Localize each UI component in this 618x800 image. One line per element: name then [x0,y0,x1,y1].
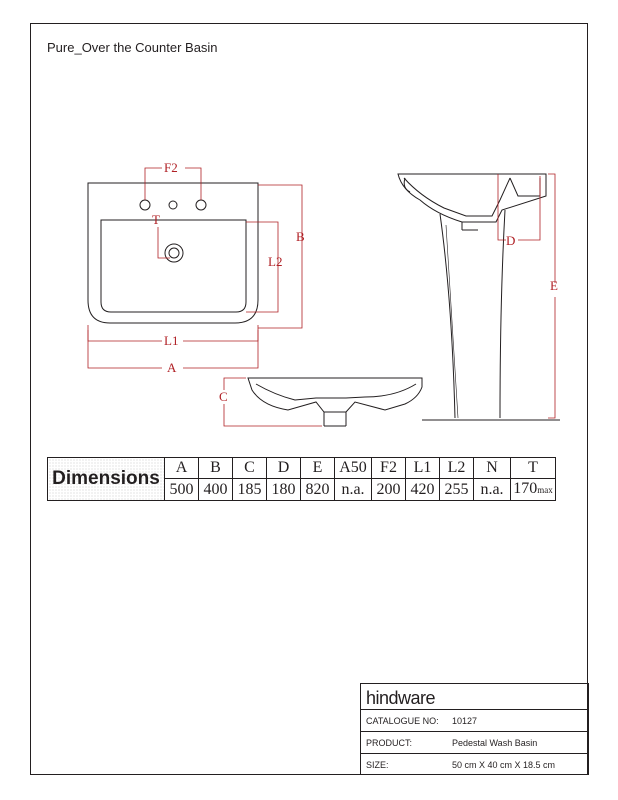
size-label: SIZE: [366,760,389,770]
header-b: B [199,458,233,479]
label-d: D [506,233,516,248]
basin-section-outer [248,378,422,412]
header-l2: L2 [440,458,474,479]
label-f2: F2 [164,160,178,175]
basin-outline-top [88,183,258,323]
value-t [511,479,556,501]
value-a50: n.a. [335,479,372,501]
tap-hole-center [169,201,177,209]
size-row [360,753,589,775]
value-e: 820 [301,479,335,501]
value-t-number: 170 [513,480,538,497]
basin-side-inner [404,178,510,216]
basin-section-inner [256,384,416,400]
basin-side-outer [398,174,546,222]
bowl-outline-top [101,220,246,312]
tap-hole-left [140,200,150,210]
dimensions-header-row [48,458,556,479]
product-label: PRODUCT: [366,738,413,748]
side-view [398,174,546,418]
side-view-dimensions [498,174,555,418]
value-l2: 255 [440,479,474,501]
front-view-dimensions [224,378,322,426]
label-l1: L1 [164,333,179,348]
drain-outer [165,244,183,262]
value-c: 185 [233,479,267,501]
value-a: 500 [165,479,199,501]
header-a50: A50 [335,458,372,479]
header-e: E [301,458,335,479]
value-t-suffix: max [537,485,553,495]
dimensions-heading: Dimensions [48,458,165,501]
brand-logo: hindware [366,688,436,708]
label-a: A [167,360,177,375]
value-n: n.a. [474,479,511,501]
value-d: 180 [267,479,301,501]
top-view [88,183,258,323]
label-t: T [152,212,160,227]
value-f2: 200 [372,479,406,501]
label-b: B [296,229,305,244]
value-b: 400 [199,479,233,501]
label-e: E [550,278,558,293]
product-row [360,731,589,753]
page-title: Pure_Over the Counter Basin [47,40,218,55]
drain-inner [169,248,179,258]
pedestal-back [500,210,505,418]
dimensions-table [47,457,556,501]
header-d: D [267,458,301,479]
catalogue-row [360,709,589,731]
catalogue-value: 10127 [452,716,478,726]
front-view [248,378,560,426]
header-a: A [165,458,199,479]
tap-hole-right [196,200,206,210]
header-n: N [474,458,511,479]
header-f2: F2 [372,458,406,479]
label-c: C [219,389,228,404]
catalogue-label: CATALOGUE NO: [366,716,439,726]
header-t: T [511,458,556,479]
product-value: Pedestal Wash Basin [452,738,538,748]
label-l2: L2 [268,254,283,269]
size-value: 50 cm X 40 cm X 18.5 cm [452,760,556,770]
header-l1: L1 [406,458,440,479]
header-c: C [233,458,267,479]
value-l1: 420 [406,479,440,501]
